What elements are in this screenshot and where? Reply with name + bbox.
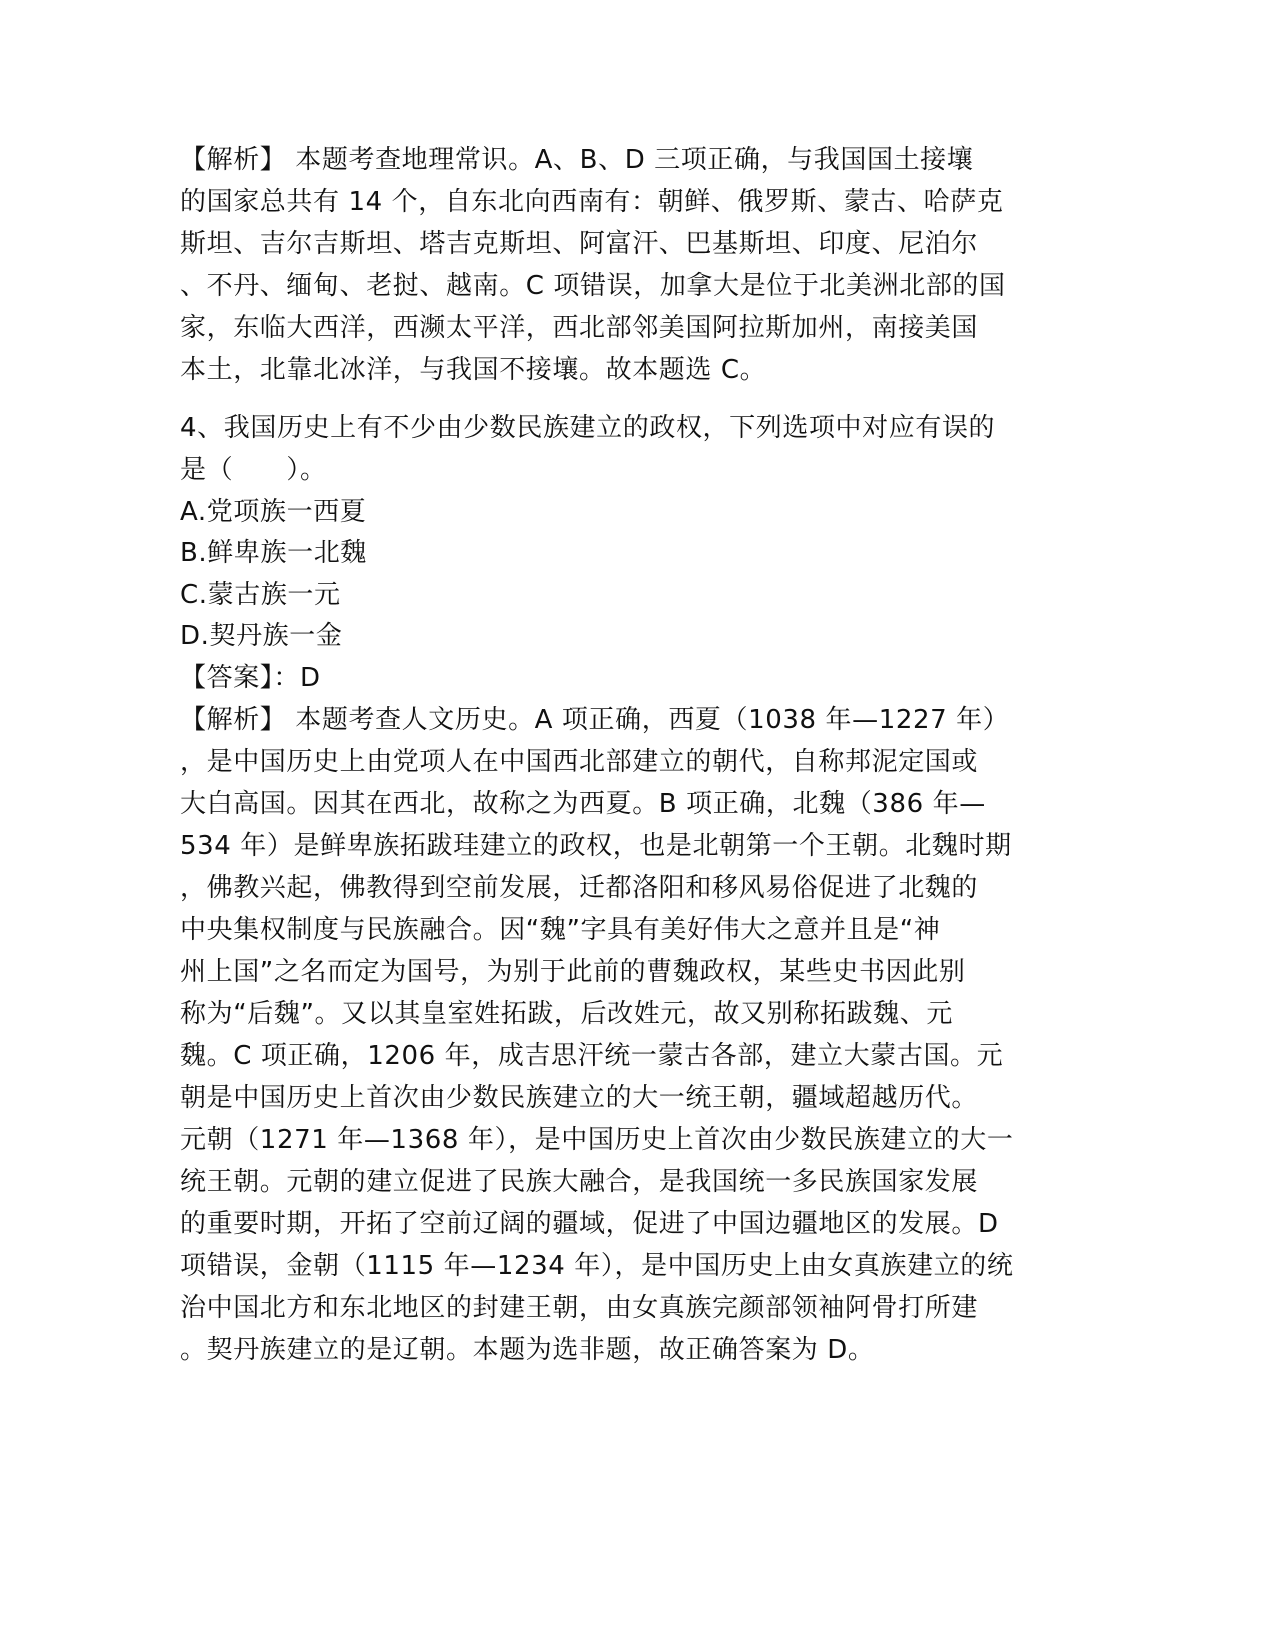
analysis-line: ，是中国历史上由党项人在中国西北部建立的朝代，自称邦泥定国或 <box>180 747 979 777</box>
analysis-line: 斯坦、吉尔吉斯坦、塔吉克斯坦、阿富汗、巴基斯坦、印度、尼泊尔 <box>180 229 979 259</box>
analysis-line: 【解析】 本题考查人文历史。A 项正确，西夏（1038 年—1227 年） <box>180 705 1010 735</box>
option-a: A.党项族一西夏 <box>180 497 367 527</box>
analysis-line: 统王朝。元朝的建立促进了民族大融合，是我国统一多民族国家发展 <box>180 1167 979 1197</box>
analysis-line: ，佛教兴起，佛教得到空前发展，迁都洛阳和移风易俗促进了北魏的 <box>180 873 979 903</box>
option-c: C.蒙古族一元 <box>180 580 341 610</box>
analysis-line: 534 年）是鲜卑族拓跋珪建立的政权，也是北朝第一个王朝。北魏时期 <box>180 831 1012 861</box>
option-d: D.契丹族一金 <box>180 621 343 651</box>
analysis-line: 中央集权制度与民族融合。因“魏”字具有美好伟大之意并且是“神 <box>180 915 941 945</box>
analysis-line: 魏。C 项正确，1206 年，成吉思汗统一蒙古各部，建立大蒙古国。元 <box>180 1041 1004 1071</box>
analysis-line: 的重要时期，开拓了空前辽阔的疆域，促进了中国边疆地区的发展。D <box>180 1209 999 1239</box>
analysis-line: 朝是中国历史上首次由少数民族建立的大一统王朝，疆域超越历代。 <box>180 1083 979 1113</box>
analysis-line: 【解析】 本题考查地理常识。A、B、D 三项正确，与我国国土接壤 <box>180 145 974 175</box>
analysis-line: 称为“后魏”。又以其皇室姓拓跋，后改姓元，故又别称拓跋魏、元 <box>180 999 953 1029</box>
analysis-line: 的国家总共有 14 个，自东北向西南有：朝鲜、俄罗斯、蒙古、哈萨克 <box>180 187 1004 217</box>
analysis-line: 元朝（1271 年—1368 年），是中国历史上首次由少数民族建立的大一 <box>180 1125 1014 1155</box>
question-stem-line: 是（ ）。 <box>180 455 327 485</box>
analysis-line: 治中国北方和东北地区的封建王朝，由女真族完颜部领袖阿骨打所建 <box>180 1293 979 1323</box>
analysis-line: 项错误，金朝（1115 年—1234 年），是中国历史上由女真族建立的统 <box>180 1251 1014 1281</box>
question-stem-line: 4、我国历史上有不少由少数民族建立的政权，下列选项中对应有误的 <box>180 413 996 443</box>
analysis-line: 、不丹、缅甸、老挝、越南。C 项错误，加拿大是位于北美洲北部的国 <box>180 271 1006 301</box>
analysis-line: 家，东临大西洋，西濒太平洋，西北部邻美国阿拉斯加州，南接美国 <box>180 313 979 343</box>
analysis-line: 大白高国。因其在西北，故称之为西夏。B 项正确，北魏（386 年— <box>180 789 986 819</box>
answer-line: 【答案】：D <box>180 663 321 693</box>
analysis-line: 州上国”之名而定为国号，为别于此前的曹魏政权，某些史书因此别 <box>180 957 966 987</box>
analysis-line: 。契丹族建立的是辽朝。本题为选非题，故正确答案为 D。 <box>180 1335 875 1365</box>
analysis-line: 本土，北靠北冰洋，与我国不接壤。故本题选 C。 <box>180 355 767 385</box>
option-b: B.鲜卑族一北魏 <box>180 538 367 568</box>
